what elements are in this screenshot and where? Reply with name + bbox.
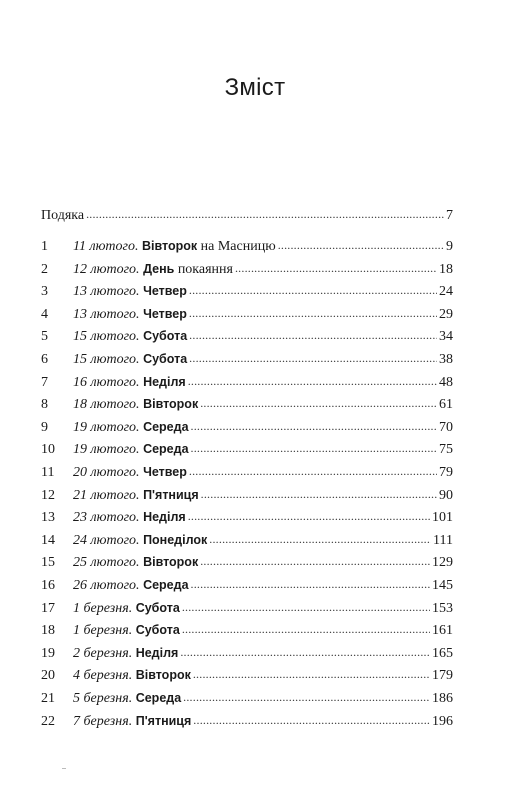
page-number: 61 <box>439 397 453 413</box>
page-title: Зміст <box>224 74 286 101</box>
dot-leader <box>189 325 437 346</box>
chapter-number: 22 <box>41 713 55 729</box>
toc-entry <box>41 620 453 640</box>
page-number: 101 <box>432 510 453 526</box>
chapter-day: Середа <box>143 442 189 457</box>
page-number: 153 <box>432 600 453 616</box>
chapter-number: 14 <box>41 532 55 548</box>
page-number: 129 <box>432 555 453 571</box>
page-number: 165 <box>432 645 453 661</box>
page-number: 90 <box>439 487 453 503</box>
chapter-number: 18 <box>41 623 55 639</box>
chapter-date: 15 лютого. <box>73 352 140 367</box>
toc-entry <box>41 259 453 279</box>
page-number: 70 <box>439 419 453 435</box>
chapter-day: П'ятниця <box>143 487 199 502</box>
chapter-number: 21 <box>41 691 55 706</box>
chapter-number: 3 <box>41 284 48 300</box>
chapter-number: 8 <box>41 397 48 413</box>
chapter-date: 15 лютого. <box>73 329 140 345</box>
page-number: 24 <box>439 284 453 300</box>
chapter-day: Субота <box>135 600 180 615</box>
chapter-date: 12 лютого. <box>73 261 140 277</box>
chapter-day: Середа <box>143 578 189 592</box>
chapter-number: 5 <box>41 329 48 345</box>
page-number: 161 <box>432 623 453 639</box>
dot-leader <box>191 416 437 437</box>
chapter-day: Середа <box>135 691 182 705</box>
dot-leader <box>200 393 437 414</box>
dot-leader <box>189 303 437 324</box>
dot-leader <box>209 529 431 550</box>
page-number: 9 <box>446 239 453 254</box>
page-number: 179 <box>432 668 453 684</box>
toc-entry <box>41 552 453 572</box>
chapter-day: Субота <box>143 352 188 366</box>
dot-leader <box>193 664 430 685</box>
chapter-date: 16 лютого. <box>73 374 140 390</box>
toc-entry <box>41 236 453 256</box>
dot-leader <box>201 484 437 505</box>
chapter-day: Неділя <box>143 510 186 525</box>
chapter-day: Четвер <box>143 284 187 299</box>
dot-leader <box>278 235 444 256</box>
chapter-date: 20 лютого. <box>73 465 140 480</box>
chapter-date: 4 березня. <box>73 668 133 684</box>
chapter-number: 15 <box>41 555 55 571</box>
dot-leader <box>183 687 430 708</box>
page-number: 145 <box>432 578 453 593</box>
chapter-date: 7 березня. <box>73 713 133 729</box>
dot-leader <box>191 438 437 459</box>
chapter-date: 21 лютого. <box>73 487 140 503</box>
toc-entry <box>41 439 453 459</box>
toc-entry <box>41 394 453 414</box>
chapter-number: 7 <box>41 374 48 390</box>
dot-leader <box>189 461 437 482</box>
chapter-date: 25 лютого. <box>73 555 140 571</box>
chapter-date: 2 березня. <box>73 645 133 661</box>
chapter-day: Неділя <box>143 374 186 389</box>
chapter-day: День <box>143 261 175 276</box>
toc-entry <box>41 417 453 437</box>
chapter-date: 26 лютого. <box>73 578 140 593</box>
dot-leader <box>182 619 430 640</box>
chapter-day: Понеділок <box>143 532 208 547</box>
page-number: 38 <box>439 352 453 367</box>
chapter-date: 13 лютого. <box>73 284 140 300</box>
toc-entry <box>41 507 453 527</box>
chapter-date: 13 лютого. <box>73 306 140 322</box>
toc-entry <box>41 575 453 595</box>
dot-leader <box>191 574 430 595</box>
chapter-date: 11 лютого. <box>73 239 139 254</box>
toc-entry <box>41 372 453 392</box>
toc-entry <box>41 349 453 369</box>
chapter-day: Вівторок <box>142 239 198 253</box>
chapter-day: Субота <box>135 623 180 638</box>
chapter-number: 19 <box>41 645 55 661</box>
toc-entry <box>41 711 453 731</box>
page-number: 29 <box>439 306 453 322</box>
chapter-day: Четвер <box>143 465 187 479</box>
dot-leader <box>182 597 430 618</box>
chapter-number: 12 <box>41 487 55 503</box>
chapter-date: 23 лютого. <box>73 510 140 526</box>
toc-entry <box>41 665 453 685</box>
toc-entry <box>41 688 453 708</box>
chapter-number: 10 <box>41 442 55 458</box>
dot-leader <box>193 710 430 731</box>
page-number: 111 <box>433 532 453 548</box>
chapter-number: 2 <box>41 261 48 277</box>
chapter-subtitle: покаяння <box>177 261 233 277</box>
dot-leader <box>86 204 444 225</box>
chapter-day: Неділя <box>135 645 179 660</box>
dot-leader <box>188 371 437 392</box>
dot-leader <box>235 258 437 279</box>
chapter-number: 13 <box>41 510 55 526</box>
chapter-day: Вівторок <box>143 555 199 570</box>
page-number: 186 <box>432 691 453 706</box>
chapter-number: 11 <box>41 465 55 480</box>
chapter-number: 20 <box>41 668 55 684</box>
page-number: 75 <box>439 442 453 458</box>
page-number: 196 <box>432 713 453 729</box>
chapter-number: 1 <box>41 239 48 254</box>
chapter-day: Вівторок <box>143 397 199 412</box>
chapter-day: Вівторок <box>135 668 191 683</box>
chapter-number: 4 <box>41 306 48 322</box>
chapter-day: П'ятниця <box>135 713 192 728</box>
dot-leader <box>180 642 430 663</box>
chapter-day: Четвер <box>143 306 187 321</box>
toc-entry <box>41 462 453 482</box>
paper-speck <box>62 768 66 769</box>
toc-entry <box>41 304 453 324</box>
chapter-date: 5 березня. <box>73 691 133 706</box>
toc-entry <box>41 530 453 550</box>
preface-label: Подяка <box>41 208 85 223</box>
chapter-date: 19 лютого. <box>73 442 140 458</box>
toc-entry <box>41 485 453 505</box>
chapter-date: 19 лютого. <box>73 419 140 435</box>
page-number: 18 <box>439 261 453 277</box>
toc-entry <box>41 281 453 301</box>
chapter-date: 1 березня. <box>73 600 133 616</box>
chapter-day: Субота <box>143 329 188 344</box>
chapter-date: 18 лютого. <box>73 397 140 413</box>
page-number: 79 <box>439 465 453 480</box>
chapter-date: 1 березня. <box>73 623 133 639</box>
toc-entry <box>41 326 453 346</box>
chapter-date: 24 лютого. <box>73 532 140 548</box>
dot-leader <box>189 348 437 369</box>
chapter-number: 9 <box>41 419 48 435</box>
page-number: 7 <box>446 208 453 223</box>
toc-entry <box>41 643 453 663</box>
page-number: 48 <box>439 374 453 390</box>
chapter-number: 17 <box>41 600 55 616</box>
toc-entry-preface <box>41 205 453 225</box>
toc-entry <box>41 598 453 618</box>
dot-leader <box>189 280 437 301</box>
chapter-subtitle: на Масницю <box>200 239 276 254</box>
dot-leader <box>200 551 430 572</box>
chapter-number: 16 <box>41 578 55 593</box>
chapter-number: 6 <box>41 352 48 367</box>
page-number: 34 <box>439 329 453 345</box>
chapter-day: Середа <box>143 419 189 434</box>
dot-leader <box>188 506 430 527</box>
